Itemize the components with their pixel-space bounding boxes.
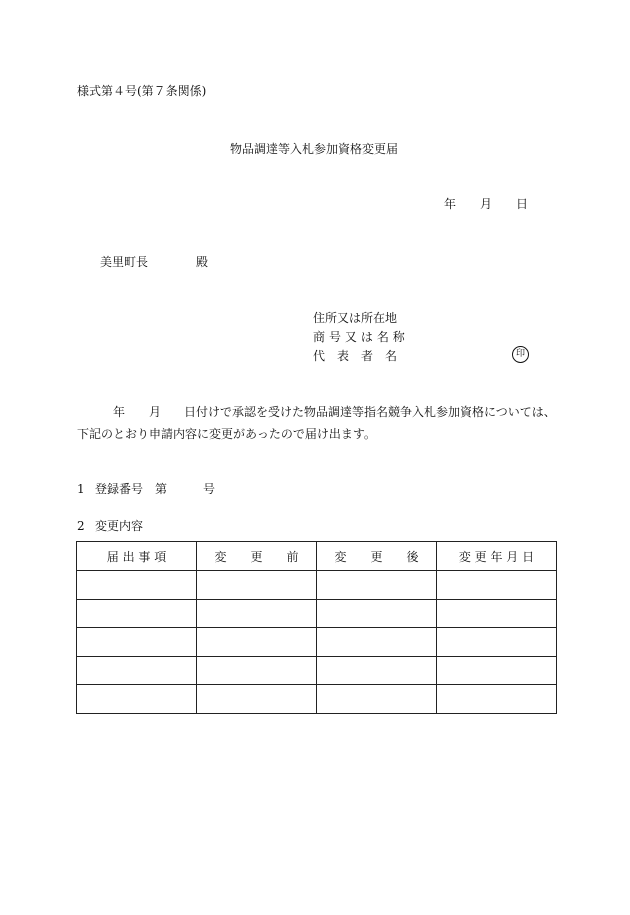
table-cell[interactable] (317, 571, 437, 600)
body-year-label: 年 (113, 405, 126, 419)
form-number: 様式第４号(第７条関係) (77, 84, 207, 98)
date-month-label: 月 (480, 197, 493, 211)
body-line-1-text: 日付けで承認を受けた物品調達等指名競争入札参加資格については、 (184, 405, 556, 419)
change-table (76, 541, 557, 714)
document-title: 物品調達等入札参加資格変更届 (230, 142, 399, 156)
seal-stamp-icon: 印 (512, 346, 529, 363)
change-content-item (77, 520, 197, 534)
rep-char: 名 (385, 349, 398, 363)
table-cell[interactable] (77, 599, 197, 628)
table-cell[interactable] (317, 685, 437, 714)
item2-label: 変更内容 (95, 519, 144, 533)
body-line-1 (77, 406, 557, 420)
table-cell[interactable] (77, 571, 197, 600)
addressee-suffix: 殿 (196, 255, 209, 269)
sender-address-label: 住所又は所在地 (313, 311, 398, 325)
rep-char: 代 (313, 349, 326, 363)
addressee-name: 美里町長 (100, 255, 149, 269)
sender-name-label: 商号又は名称 (313, 330, 409, 344)
table-cell[interactable] (77, 628, 197, 657)
table-cell[interactable] (197, 628, 317, 657)
table-cell[interactable] (197, 685, 317, 714)
item1-number: 1 (77, 482, 85, 496)
table-cell[interactable] (197, 571, 317, 600)
table-cell[interactable] (437, 656, 557, 685)
header-change-date: 変 更 年 月 日 (437, 542, 557, 571)
table-cell[interactable] (77, 656, 197, 685)
table-row (77, 656, 557, 685)
item1-label: 登録番号 (95, 482, 144, 496)
table-cell[interactable] (197, 599, 317, 628)
table-cell[interactable] (437, 599, 557, 628)
table-row (77, 571, 557, 600)
item2-number: 2 (77, 519, 85, 533)
table-cell[interactable] (317, 628, 437, 657)
rep-char: 表 (337, 349, 350, 363)
table-cell[interactable] (437, 571, 557, 600)
table-cell[interactable] (317, 599, 437, 628)
body-line-2: 下記のとおり申請内容に変更があったので届け出ます。 (77, 427, 376, 441)
registration-number-item (77, 483, 277, 497)
header-notification-item: 届 出 事 項 (77, 542, 197, 571)
table-cell[interactable] (197, 656, 317, 685)
date-line (440, 198, 530, 212)
table-cell[interactable] (437, 628, 557, 657)
header-after-change: 変 更 後 (317, 542, 437, 571)
header-before-change: 変 更 前 (197, 542, 317, 571)
table-cell[interactable] (77, 685, 197, 714)
table-row (77, 599, 557, 628)
item1-prefix: 第 (155, 482, 168, 496)
table-row (77, 685, 557, 714)
date-year-label: 年 (444, 197, 457, 211)
table-cell[interactable] (317, 656, 437, 685)
item1-suffix: 号 (203, 482, 216, 496)
body-month-label: 月 (149, 405, 162, 419)
date-day-label: 日 (516, 197, 529, 211)
rep-char: 者 (361, 349, 374, 363)
table-cell[interactable] (437, 685, 557, 714)
table-header-row (77, 542, 557, 571)
table-row (77, 628, 557, 657)
